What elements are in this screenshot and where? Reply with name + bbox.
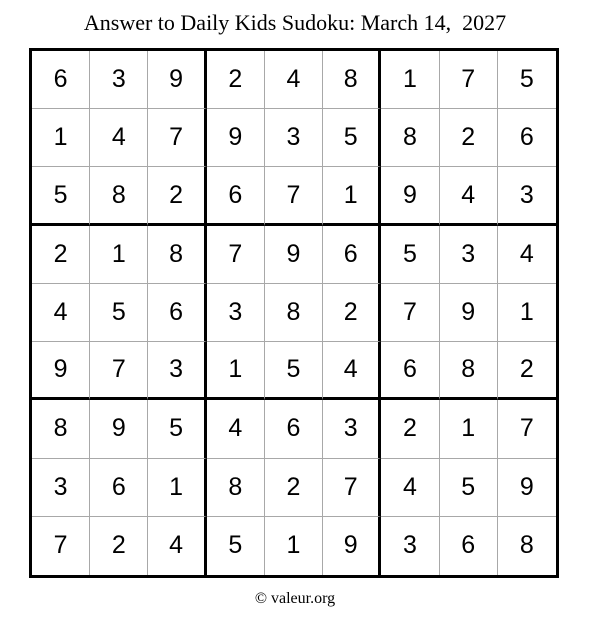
sudoku-cell: 2	[498, 342, 556, 400]
sudoku-cell: 3	[32, 459, 90, 517]
sudoku-cell: 6	[148, 284, 206, 342]
sudoku-cell: 7	[381, 284, 439, 342]
sudoku-cell: 9	[207, 109, 265, 167]
sudoku-cell: 1	[90, 226, 148, 284]
sudoku-cell: 1	[148, 459, 206, 517]
sudoku-board	[29, 48, 559, 578]
sudoku-cell: 9	[90, 400, 148, 458]
sudoku-cell: 1	[381, 51, 439, 109]
sudoku-cell: 9	[381, 167, 439, 225]
page-title: Answer to Daily Kids Sudoku: March 14, 2027	[83, 10, 507, 35]
sudoku-cell: 8	[148, 226, 206, 284]
sudoku-cell: 4	[148, 517, 206, 575]
sudoku-cell: 7	[148, 109, 206, 167]
sudoku-cell: 3	[440, 226, 498, 284]
sudoku-cell: 6	[90, 459, 148, 517]
sudoku-cell: 3	[90, 51, 148, 109]
sudoku-cell: 7	[265, 167, 323, 225]
sudoku-cell: 6	[440, 517, 498, 575]
sudoku-cell: 1	[32, 109, 90, 167]
sudoku-cell: 2	[265, 459, 323, 517]
sudoku-cell: 3	[381, 517, 439, 575]
sudoku-cell: 9	[265, 226, 323, 284]
sudoku-cell: 6	[265, 400, 323, 458]
sudoku-cell: 7	[323, 459, 381, 517]
sudoku-cell: 7	[207, 226, 265, 284]
sudoku-cell: 9	[498, 459, 556, 517]
sudoku-cell: 5	[265, 342, 323, 400]
sudoku-cell: 9	[32, 342, 90, 400]
sudoku-cell: 2	[381, 400, 439, 458]
sudoku-cell: 2	[32, 226, 90, 284]
sudoku-cell: 7	[32, 517, 90, 575]
sudoku-cell: 8	[207, 459, 265, 517]
sudoku-cell: 4	[265, 51, 323, 109]
sudoku-cell: 8	[90, 167, 148, 225]
sudoku-cell: 6	[32, 51, 90, 109]
sudoku-cell: 5	[498, 51, 556, 109]
sudoku-cell: 1	[265, 517, 323, 575]
sudoku-cell: 9	[440, 284, 498, 342]
sudoku-cell: 6	[498, 109, 556, 167]
sudoku-cell: 5	[323, 109, 381, 167]
sudoku-cell: 3	[265, 109, 323, 167]
sudoku-cell: 3	[207, 284, 265, 342]
sudoku-cell: 4	[90, 109, 148, 167]
sudoku-cell: 8	[32, 400, 90, 458]
sudoku-cell: 2	[207, 51, 265, 109]
sudoku-cell: 9	[148, 51, 206, 109]
sudoku-cell: 4	[207, 400, 265, 458]
sudoku-cell: 8	[519, 531, 534, 560]
sudoku-cell: 7	[90, 342, 148, 400]
sudoku-cell: 3	[323, 400, 381, 458]
sudoku-cell: 8	[265, 284, 323, 342]
sudoku-cell: 7	[498, 400, 556, 458]
sudoku-cell: 2	[323, 284, 381, 342]
sudoku-cell: 8	[323, 51, 381, 109]
sudoku-cell: 3	[148, 342, 206, 400]
sudoku-cell: 3	[498, 167, 556, 225]
sudoku-cell: 5	[90, 284, 148, 342]
sudoku-cell: 9	[323, 517, 381, 575]
sudoku-cell: 6	[323, 226, 381, 284]
sudoku-cell: 8	[381, 109, 439, 167]
sudoku-cell: 5	[381, 226, 439, 284]
sudoku-cell: 6	[207, 167, 265, 225]
sudoku-cell: 8	[440, 342, 498, 400]
sudoku-cell: 7	[440, 51, 498, 109]
sudoku-cell: 5	[32, 167, 90, 225]
sudoku-cell: 1	[207, 342, 265, 400]
sudoku-cell: 1	[323, 167, 381, 225]
sudoku-cell: 5	[207, 517, 265, 575]
sudoku-cell: 6	[381, 342, 439, 400]
sudoku-cell: 4	[323, 342, 381, 400]
sudoku-cell: 5	[148, 400, 206, 458]
sudoku-cell: 5	[440, 459, 498, 517]
sudoku-cell: 4	[498, 226, 556, 284]
sudoku-cell: 2	[90, 517, 148, 575]
copyright-footer: © valeur.org	[254, 590, 336, 607]
sudoku-cell: 1	[440, 400, 498, 458]
sudoku-cell: 2	[148, 167, 206, 225]
sudoku-cell: 4	[32, 284, 90, 342]
sudoku-cell: 2	[440, 109, 498, 167]
sudoku-cell: 4	[440, 167, 498, 225]
sudoku-cell: 1	[498, 284, 556, 342]
sudoku-cell: 4	[381, 459, 439, 517]
